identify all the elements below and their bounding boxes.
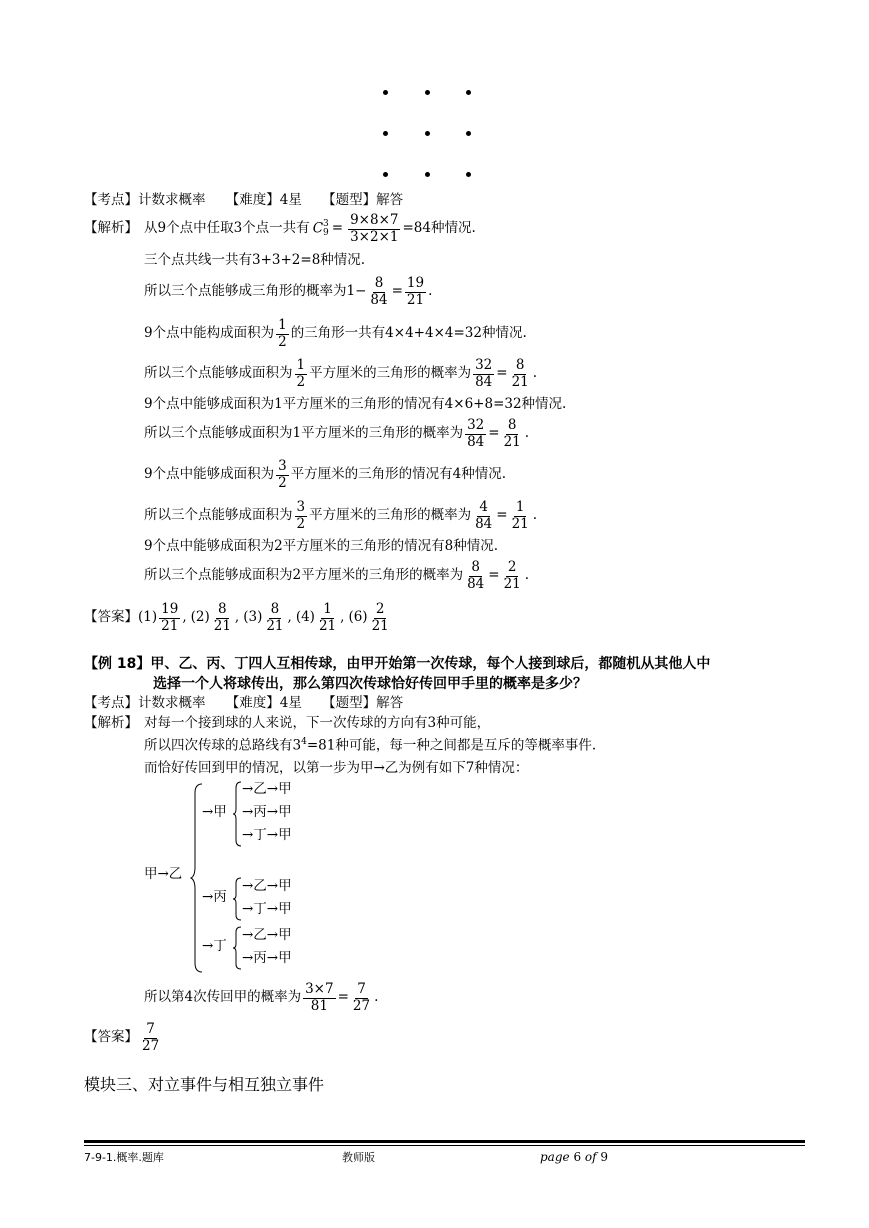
tree-branch: →丁: [202, 938, 227, 954]
footer-center: 教师版: [342, 1151, 375, 1164]
analysis-line: 所以三个点能够成三角形的概率为1− $\frac{8}{84}$ = $\frac{19}{21}$ .: [144, 274, 433, 308]
jiexi-label: 【解析】: [84, 715, 138, 731]
kaodian-line: 【考点】计数求概率 【难度】4星 【题型】解答: [84, 192, 404, 208]
analysis-line: 三个点共线一共有3+3+2=8种情况.: [144, 252, 366, 268]
jiexi-label: 【解析】: [84, 220, 138, 236]
tree-leaf: →丙→甲: [242, 950, 292, 966]
grid-dot: [466, 90, 471, 95]
analysis-line: 而恰好传回到甲的情况，以第一步为甲→乙为例有如下7种情况：: [144, 760, 529, 776]
analysis-line: 所以四次传球的总路线有$3^4=81$种可能，每一种之间都是互斥的等概率事件.: [144, 737, 597, 754]
tree-leaf: →丙→甲: [242, 804, 292, 820]
example-title: 【例 18】甲、乙、丙、丁四人互相传球，由甲开始第一次传球，每个人接到球后，都随机从其他人中: [84, 656, 711, 672]
grid-dot: [383, 90, 388, 95]
grid-dot: [466, 172, 471, 177]
answer-label: 【答案】: [84, 1029, 138, 1046]
tree-root: 甲→乙: [144, 866, 183, 882]
grid-dot: [425, 131, 430, 136]
tree-leaf: →丁→甲: [242, 827, 292, 843]
analysis-line: 9个点中能够成面积为 $\frac{3}{2}$ 平方厘米的三角形的情况有4种情况.: [144, 457, 507, 491]
analysis-line: 所以三个点能够成面积为1平方厘米的三角形的概率为 $\frac{32}{84}$ = $\frac{8}{21}$ .: [144, 416, 530, 450]
equals: =: [331, 220, 344, 237]
answer-line: 【答案】 (1) $\frac{19}{21}$ , (2) $\frac{8}{21}$ , (3) $\frac{8}{21}$ , (4) $\frac{1}{21}$ , (6) $\frac{2}{21}$: [84, 600, 389, 634]
analysis-line: 9个点中能够成面积为1平方厘米的三角形的情况有4×6+8=32种情况.: [144, 396, 567, 412]
analysis-line: 所以三个点能够成面积为 $\frac{1}{2}$ 平方厘米的三角形的概率为 $\frac{32}{84}$ = $\frac{8}{21}$ .: [144, 356, 538, 390]
text: 从9个点中任取3个点一共有: [144, 220, 310, 237]
answer-label: 【答案】: [84, 609, 138, 626]
text: =84种情况.: [402, 220, 476, 237]
answer-line: 【答案】 $\frac{7}{27}$: [84, 1020, 160, 1054]
grid-dot: [425, 172, 430, 177]
tree-leaf: →乙→甲: [242, 878, 292, 894]
analysis-line: 9个点中能够成面积为2平方厘米的三角形的情况有8种情况.: [144, 538, 499, 554]
grid-dot: [383, 131, 388, 136]
grid-dot: [466, 131, 471, 136]
footer-rule-thin: [84, 1145, 805, 1146]
tree-leaf: →丁→甲: [242, 901, 292, 917]
footer-left: 7-9-1.概率.题库: [84, 1151, 164, 1164]
analysis-line: [144, 207, 476, 251]
analysis-line: 所以三个点能够成面积为 $\frac{3}{2}$ 平方厘米的三角形的概率为 $\frac{4}{84}$ = $\frac{1}{21}$ .: [144, 498, 538, 532]
grid-dot: [383, 172, 388, 177]
footer-rule-thick: [84, 1140, 805, 1143]
branch-brace: [232, 877, 242, 921]
kaodian-line: 【考点】计数求概率 【难度】4星 【题型】解答: [84, 695, 404, 711]
tree-branch: →丙: [202, 889, 227, 905]
analysis-line: 9个点中能构成面积为 $\frac{1}{2}$ 的三角形一共有4×4+4×4=32种情况.: [144, 316, 527, 350]
analysis-line: 对每一个接到球的人来说，下一次传球的方向有3种可能，: [144, 715, 491, 731]
footer-page: page 6 of 9: [540, 1150, 609, 1164]
branch-brace: [232, 926, 242, 970]
branch-brace: [232, 781, 242, 847]
example-title-cont: 选择一个人将球传出，那么第四次传球恰好传回甲手里的概率是多少？: [153, 676, 587, 692]
section-title: 模块三、对立事件与相互独立事件: [84, 1075, 325, 1094]
analysis-line: 所以第4次传回甲的概率为 $\frac{3\times 7}{81}$ = $\frac{7}{27}$ .: [144, 980, 379, 1014]
tree-branch: →甲: [202, 804, 227, 820]
analysis-line: 所以三个点能够成面积为2平方厘米的三角形的概率为 $\frac{8}{84}$ = $\frac{2}{21}$ .: [144, 558, 530, 592]
tree-leaf: →乙→甲: [242, 927, 292, 943]
combination-symbol: C 3 9: [312, 219, 329, 238]
tree-leaf: →乙→甲: [242, 781, 292, 797]
fraction: $\frac{9\times 8\times 7}{3\times 2\times 1}$: [350, 211, 399, 245]
grid-dot: [425, 90, 430, 95]
